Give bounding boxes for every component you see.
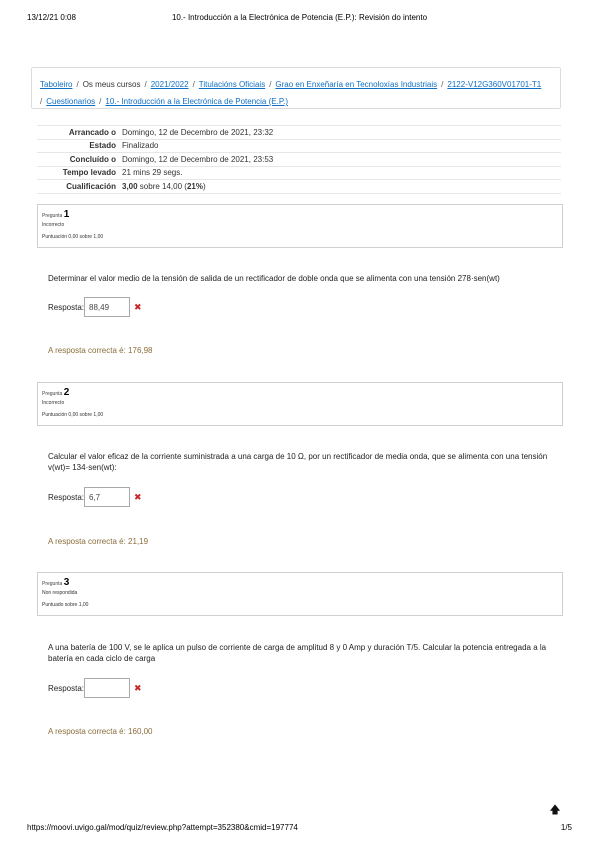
breadcrumb-official-degrees[interactable]: Titulacións Oficiais <box>198 80 266 89</box>
summary-grade-value <box>119 180 561 194</box>
answer-label: Resposta: <box>48 684 85 693</box>
breadcrumb <box>31 67 561 109</box>
summary-key: Tempo levado <box>37 166 119 180</box>
summary-key: Cualificación <box>37 180 119 194</box>
question-state: Non respondida <box>42 590 78 596</box>
correct-answer-3: A resposta correcta é: 160,00 <box>48 727 153 736</box>
summary-key: Estado <box>37 139 119 153</box>
breadcrumb-quiz[interactable]: 10.- Introducción a la Electrónica de Potencia (E.P.) <box>105 97 289 106</box>
incorrect-icon: ✖ <box>134 492 142 502</box>
print-header <box>27 13 572 25</box>
summary-value: Domingo, 12 de Decembro de 2021, 23:53 <box>119 153 561 167</box>
breadcrumb-my-courses: Os meus cursos <box>82 80 141 89</box>
question-text-2: Calcular el valor eficaz de la corriente suministrada a una carga de 10 Ω, por un rectificador de media onda, que se alimenta con una tensión v(wt)= 134·sen(wt): <box>48 452 548 472</box>
breadcrumb-separator: / <box>99 97 102 106</box>
grade-rest: sobre 14,00 ( <box>137 181 187 191</box>
summary-row <box>37 139 561 153</box>
question-grade: Puntuación 0,00 sobre 1,00 <box>42 234 104 240</box>
page-number: 1/5 <box>560 823 572 832</box>
breadcrumb-year[interactable]: 2021/2022 <box>150 80 189 89</box>
question-number-value: 1 <box>63 209 70 220</box>
print-title: 10.- Introducción a la Electrónica de Potencia (E.P.): Revisión do intento <box>171 13 428 22</box>
question-number <box>42 209 558 220</box>
breadcrumb-separator: / <box>76 80 79 89</box>
breadcrumb-separator: / <box>441 80 444 89</box>
breadcrumb-degree[interactable]: Grao en Enxeñaría en Tecnoloxías Industriais <box>275 80 438 89</box>
scroll-to-top-icon[interactable]: 🡅 <box>549 804 561 816</box>
breadcrumb-dashboard[interactable]: Taboleiro <box>40 80 73 89</box>
print-date: 13/12/21 0:08 <box>27 13 76 22</box>
incorrect-icon: ✖ <box>134 683 142 693</box>
grade-score: 3,00 <box>122 181 138 191</box>
question-grade: Puntuación 0,00 sobre 1,00 <box>42 412 104 418</box>
page-url: https://moovi.uvigo.gal/mod/quiz/review.php?attempt=352380&cmid=197774 <box>27 823 298 832</box>
breadcrumb-separator: / <box>192 80 195 89</box>
summary-key: Concluído o <box>37 153 119 167</box>
answer-label: Resposta: <box>48 303 85 312</box>
grade-percent: 21% <box>186 181 203 191</box>
question-state: Incorrecto <box>42 222 65 228</box>
question-state: Incorrecto <box>42 400 65 406</box>
breadcrumb-course[interactable]: 2122-V12G360V01701-T1 <box>447 80 542 89</box>
question-label: Pregunta <box>42 391 63 397</box>
summary-row-grade <box>37 180 561 194</box>
answer-input[interactable] <box>84 678 130 698</box>
question-info-2 <box>37 382 563 426</box>
summary-value: Finalizado <box>119 139 561 153</box>
question-number <box>42 387 558 398</box>
attempt-summary-table <box>37 125 561 194</box>
breadcrumb-separator: / <box>269 80 272 89</box>
answer-label: Resposta: <box>48 493 85 502</box>
answer-input[interactable]: 88,49 <box>84 297 130 317</box>
question-grade: Puntuado sobre 1,00 <box>42 602 89 608</box>
question-text-3: A una batería de 100 V, se le aplica un pulso de corriente de carga de amplitud 8 y 0 Amp y duración T/5. Calcular la potencia entregada a la batería en cada ciclo de carga <box>48 643 547 663</box>
print-footer <box>27 823 572 835</box>
question-label: Pregunta <box>42 213 63 219</box>
summary-row <box>37 153 561 167</box>
summary-value: Domingo, 12 de Decembro de 2021, 23:32 <box>119 126 561 140</box>
question-number <box>42 577 558 588</box>
summary-key: Arrancado o <box>37 126 119 140</box>
correct-answer-1: A resposta correcta é: 176,98 <box>48 346 153 355</box>
grade-close: ) <box>202 181 206 191</box>
summary-value: 21 mins 29 segs. <box>119 166 561 180</box>
incorrect-icon: ✖ <box>134 302 142 312</box>
breadcrumb-quizzes[interactable]: Cuestionarios <box>46 97 96 106</box>
summary-row <box>37 166 561 180</box>
question-label: Pregunta <box>42 581 63 587</box>
breadcrumb-separator: / <box>144 80 147 89</box>
question-info-3 <box>37 572 563 616</box>
question-number-value: 3 <box>63 577 70 588</box>
correct-answer-2: A resposta correcta é: 21,19 <box>48 537 149 546</box>
summary-row <box>37 126 561 140</box>
question-number-value: 2 <box>63 387 70 398</box>
answer-input[interactable]: 6,7 <box>84 487 130 507</box>
question-text-1: Determinar el valor medio de la tensión de salida de un rectificador de doble onda que se alimenta con una tensión 278·sen(wt) <box>48 274 500 283</box>
breadcrumb-separator: / <box>40 97 43 106</box>
question-info-1 <box>37 204 563 248</box>
